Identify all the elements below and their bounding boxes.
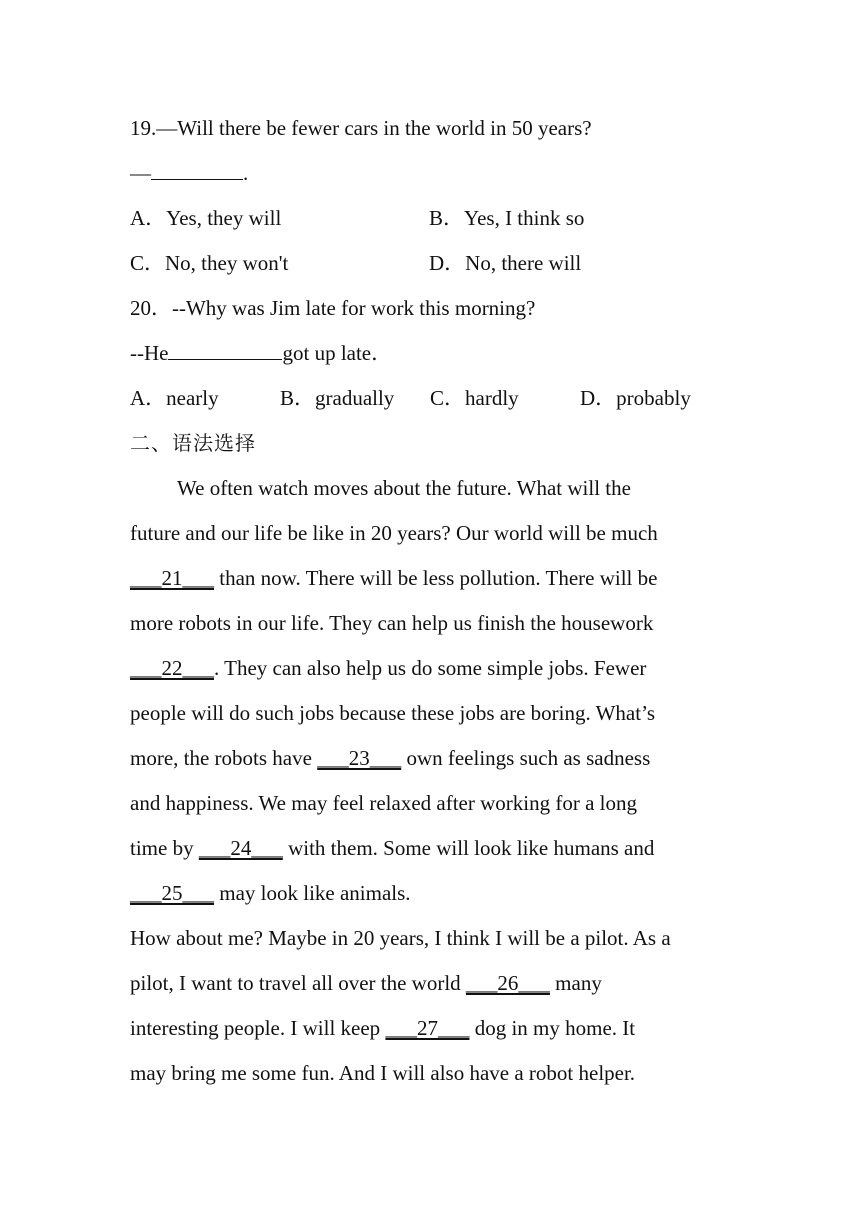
passage-text: . They can also help us do some simple jobs. Fewer — [214, 656, 647, 680]
passage-line-9 — [130, 836, 654, 860]
passage-line-14: may bring me some fun. And I will also have a robot helper. — [130, 1061, 636, 1085]
passage-text: many — [549, 971, 602, 995]
question-19-option-a: A．Yes, they will — [130, 206, 282, 230]
blank-21: ___21___ — [130, 566, 214, 590]
passage-text: dog in my home. It — [469, 1016, 636, 1040]
blank-27: ___27___ — [385, 1016, 470, 1040]
passage-line-11: How about me? Maybe in 20 years, I think I will be a pilot. As a — [130, 926, 671, 950]
answer-dash: — — [130, 161, 151, 185]
answer-end: . — [243, 161, 249, 185]
question-19-option-c: C．No, they won't — [130, 251, 289, 275]
passage-text: with them. Some will look like humans and — [282, 836, 655, 860]
passage-line-4: more robots in our life. They can help us finish the housework — [130, 611, 654, 635]
passage-line-3 — [130, 566, 657, 590]
passage-line-10 — [130, 881, 411, 905]
question-20-option-b: B．gradually — [280, 386, 395, 410]
passage-text: time by — [130, 836, 199, 860]
question-20-answer-line — [130, 341, 392, 365]
question-20-stem: 20．--Why was Jim late for work this morning? — [130, 296, 536, 320]
blank-24: ___24___ — [198, 836, 283, 860]
answer-blank — [151, 161, 243, 180]
passage-line-13 — [130, 1016, 635, 1040]
question-20-option-a: A．nearly — [130, 386, 219, 410]
passage-line-6: people will do such jobs because these jobs are boring. What’s — [130, 701, 656, 725]
passage-line-2: future and our life be like in 20 years? Our world will be much — [130, 521, 658, 545]
passage-line-8: and happiness. We may feel relaxed after working for a long — [130, 791, 637, 815]
answer-blank — [168, 341, 282, 360]
passage-line-12 — [130, 971, 602, 995]
answer-prefix: --He — [130, 341, 169, 365]
passage-text: interesting people. I will keep — [130, 1016, 386, 1040]
passage-text: own feelings such as sadness — [401, 746, 651, 770]
question-20-option-d: D．probably — [580, 386, 691, 410]
blank-23: ___23___ — [317, 746, 402, 770]
section-title: 二、语法选择 — [130, 431, 256, 455]
passage-line-7 — [130, 746, 650, 770]
blank-26: ___26___ — [465, 971, 550, 995]
question-19-option-b: B．Yes, I think so — [429, 206, 585, 230]
passage-line-1: We often watch moves about the future. What will the — [177, 476, 631, 500]
question-19-stem: 19.—Will there be fewer cars in the world in 50 years? — [130, 116, 592, 140]
answer-suffix: got up late． — [282, 341, 393, 365]
question-19-answer-line — [130, 161, 248, 185]
question-20-option-c: C．hardly — [430, 386, 519, 410]
passage-text: than now. There will be less pollution. There will be — [214, 566, 658, 590]
passage-text: may look like animals. — [214, 881, 411, 905]
passage-text: pilot, I want to travel all over the world — [130, 971, 466, 995]
blank-25: ___25___ — [130, 881, 214, 905]
question-19-option-d: D．No, there will — [429, 251, 582, 275]
passage-text: more, the robots have — [130, 746, 318, 770]
blank-22: ___22___ — [130, 656, 214, 680]
passage-line-5 — [130, 656, 646, 680]
